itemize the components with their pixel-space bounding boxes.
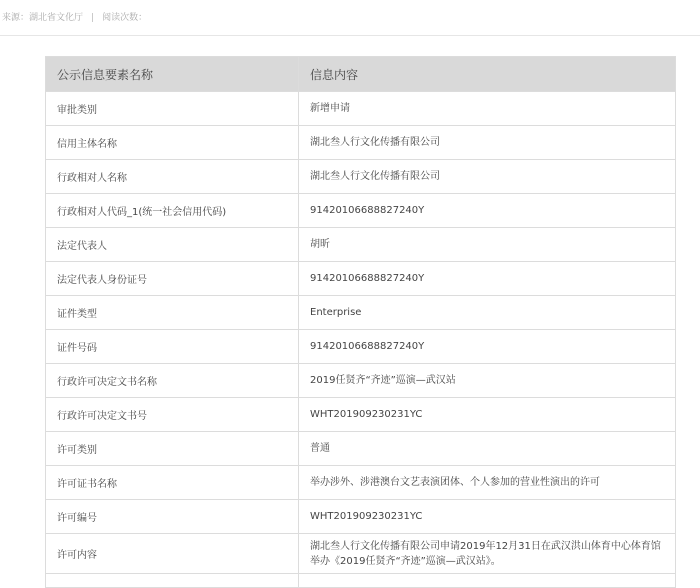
row-value: 湖北叁人行文化传播有限公司: [299, 160, 676, 194]
row-label: 行政相对人代码_1(统一社会信用代码): [46, 194, 299, 228]
table-row: [46, 466, 676, 500]
table-row: [46, 398, 676, 432]
row-value: 湖北叁人行文化传播有限公司: [299, 126, 676, 160]
table-header-row: [46, 57, 676, 92]
row-label: 许可类别: [46, 432, 299, 466]
table-row: [46, 364, 676, 398]
row-label: 证件类型: [46, 296, 299, 330]
row-label: 法定代表人身份证号: [46, 262, 299, 296]
public-info-table: [45, 56, 676, 588]
header-element-name: 公示信息要素名称: [46, 57, 299, 92]
row-value: 91420106688827240Y: [299, 262, 676, 296]
table-row: [46, 500, 676, 534]
row-label: 行政许可决定文书号: [46, 398, 299, 432]
source-label: 来源：湖北省文化厅: [2, 13, 84, 23]
row-value: 湖北叁人行文化传播有限公司申请2019年12月31日在武汉洪山体育中心体育馆举办《2019任贤齐“齐迹”巡演—武汉站》。: [299, 534, 676, 574]
table-row: [46, 160, 676, 194]
row-label: 行政相对人名称: [46, 160, 299, 194]
article-meta-bar: [0, 0, 700, 36]
table-row: [46, 194, 676, 228]
row-label: 信用主体名称: [46, 126, 299, 160]
row-label: 许可内容: [46, 534, 299, 574]
table-row: [46, 262, 676, 296]
table-row: [46, 228, 676, 262]
row-value: 新增申请: [299, 92, 676, 126]
row-label: 许可证书名称: [46, 466, 299, 500]
row-label: 审批类别: [46, 92, 299, 126]
table-row: [46, 534, 676, 574]
meta-separator: |: [91, 13, 95, 23]
table-row: [46, 330, 676, 364]
row-label: 许可编号: [46, 500, 299, 534]
row-value: 举办涉外、涉港澳台文艺表演团体、个人参加的营业性演出的许可: [299, 466, 676, 500]
row-label: 行政许可决定文书名称: [46, 364, 299, 398]
table-row: [46, 92, 676, 126]
row-value: 普通: [299, 432, 676, 466]
row-value: WHT201909230231YC: [299, 398, 676, 432]
table-row: [46, 296, 676, 330]
table-row: [46, 432, 676, 466]
row-value: WHT201909230231YC: [299, 500, 676, 534]
row-value: 91420106688827240Y: [299, 330, 676, 364]
row-value: 胡昕: [299, 228, 676, 262]
header-info-content: 信息内容: [299, 57, 676, 92]
row-label: 法定代表人: [46, 228, 299, 262]
table-row: [46, 126, 676, 160]
row-value: Enterprise: [299, 296, 676, 330]
row-value: 2019任贤齐“齐迹”巡演—武汉站: [299, 364, 676, 398]
row-label: 证件号码: [46, 330, 299, 364]
read-count-label: 阅读次数：: [102, 13, 148, 23]
row-value: 91420106688827240Y: [299, 194, 676, 228]
